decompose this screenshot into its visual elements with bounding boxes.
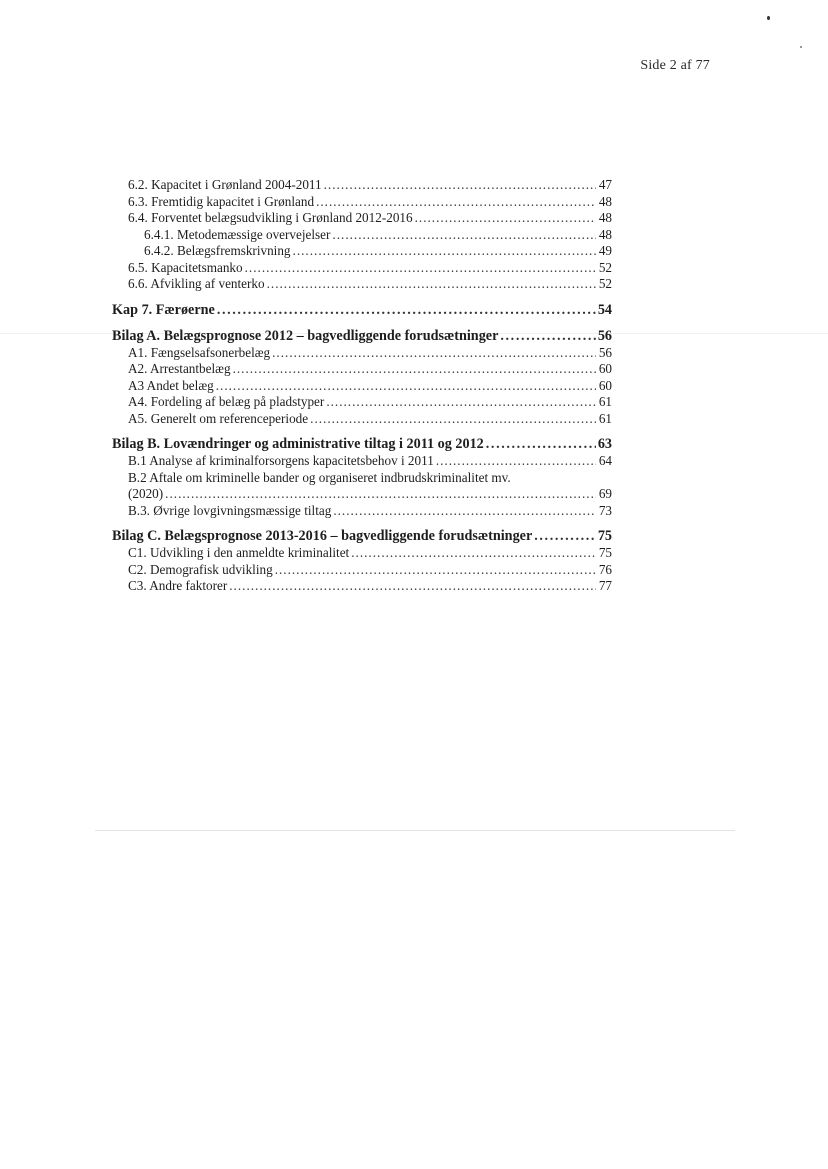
dot-leader	[233, 361, 596, 378]
toc-entry-title: 6.2. Kapacitet i Grønland 2004-2011	[128, 177, 322, 192]
toc-entry-title: 6.4.2. Belægsfremskrivning	[144, 243, 291, 258]
toc-entry-title: B.2 Aftale om kriminelle bander og organiseret indbrudskriminalitet mv.	[128, 469, 511, 485]
dot-leader	[436, 453, 596, 470]
dot-leader	[267, 276, 596, 293]
toc-entry-title: 6.5. Kapacitetsmanko	[128, 259, 243, 275]
toc-entry-wrapped-line[interactable]	[112, 470, 612, 487]
page-number-header: Side 2 af 77	[640, 58, 710, 73]
dot-leader	[333, 503, 596, 520]
toc-entry-title: Bilag C. Belægsprognose 2013-2016 – bagvedliggende forudsætninger	[112, 528, 533, 544]
toc-entry-title: A1. Fængselsafsonerbelæg	[128, 344, 271, 360]
toc-entry-page: 61	[598, 394, 612, 409]
toc-entry[interactable]	[112, 378, 612, 395]
toc-entry-page: 76	[598, 561, 612, 577]
dot-leader	[534, 527, 596, 545]
toc-entry[interactable]	[112, 503, 612, 520]
toc-entry-title: C1. Udvikling i den anmeldte kriminalitet	[128, 545, 350, 560]
dot-leader	[324, 177, 596, 194]
toc-chapter-entry[interactable]	[112, 327, 612, 345]
toc-entry[interactable]	[112, 361, 612, 378]
dot-leader	[326, 394, 596, 411]
toc-entry-page: 60	[598, 377, 612, 393]
dot-leader	[486, 435, 596, 453]
toc-entry-page: 49	[598, 243, 612, 258]
dot-leader	[272, 345, 596, 362]
toc-entry-title: Bilag B. Lovændringer og administrative tiltag i 2011 og 2012	[112, 436, 484, 452]
toc-entry-page: 52	[598, 259, 612, 275]
toc-entry-title: C3. Andre faktorer	[128, 578, 228, 593]
toc-entry-title: A5. Generelt om referenceperiode	[128, 410, 309, 426]
toc-chapter-entry[interactable]	[112, 527, 612, 545]
toc-entry-title: 6.6. Afvikling af venterko	[128, 276, 265, 291]
toc-entry-title: Bilag A. Belægsprognose 2012 – bagvedliggende forudsætninger	[112, 327, 499, 344]
toc-entry[interactable]	[112, 345, 612, 362]
toc-entry[interactable]	[112, 453, 612, 470]
toc-entry-page: 56	[597, 327, 612, 344]
toc-entry[interactable]	[112, 562, 612, 579]
toc-entry[interactable]	[112, 227, 612, 244]
toc-entry-title: 6.3. Fremtidig kapacitet i Grønland	[128, 193, 315, 209]
toc-entry-title: C2. Demografisk udvikling	[128, 561, 273, 577]
toc-entry[interactable]	[112, 194, 612, 211]
toc-entry-page: 77	[598, 578, 612, 593]
dot-leader	[332, 227, 596, 244]
toc-entry-page: 61	[598, 410, 612, 426]
toc-entry-title: B.3. Øvrige lovgivningsmæssige tiltag	[128, 502, 332, 518]
scan-speck	[767, 16, 770, 20]
toc-entry-page: 47	[598, 177, 612, 192]
toc-chapter-entry[interactable]	[112, 301, 612, 319]
toc-entry-page: 48	[598, 226, 612, 242]
toc-entry[interactable]	[112, 210, 612, 227]
toc-entry-page: 75	[598, 545, 612, 560]
toc-entry-title: A3 Andet belæg	[128, 377, 214, 393]
dot-leader	[351, 545, 596, 562]
toc-entry[interactable]	[112, 486, 612, 503]
toc-entry-page: 48	[598, 193, 612, 209]
toc-entry-page: 52	[598, 276, 612, 291]
toc-entry[interactable]	[112, 177, 612, 194]
toc-entry-page: 75	[597, 528, 612, 544]
toc-entry-title: 6.4. Forventet belægsudvikling i Grønland 2012-2016	[128, 210, 413, 225]
toc-entry-page: 69	[598, 486, 612, 501]
toc-entry-title: B.1 Analyse af kriminalforsorgens kapacitetsbehov i 2011	[128, 453, 434, 468]
toc-entry-page: 64	[598, 453, 612, 468]
dot-leader	[500, 327, 595, 345]
toc-entry-title: A2. Arrestantbelæg	[128, 361, 231, 376]
dot-leader	[216, 378, 596, 395]
toc-entry-page: 48	[598, 210, 612, 225]
dot-leader	[229, 578, 596, 595]
toc-entry-title-continued: (2020)	[128, 486, 164, 501]
dot-leader	[293, 243, 596, 260]
toc-entry-title: Kap 7. Færøerne	[112, 301, 215, 318]
toc-entry[interactable]	[112, 243, 612, 260]
toc-entry-page: 56	[598, 344, 612, 360]
dot-leader	[316, 194, 596, 211]
dot-leader	[310, 411, 596, 428]
toc-entry-page: 54	[597, 301, 612, 318]
toc-entry-page: 73	[598, 502, 612, 518]
toc-entry-title: A4. Fordeling af belæg på pladstyper	[128, 394, 325, 409]
toc-chapter-entry[interactable]	[112, 435, 612, 453]
toc-entry[interactable]	[112, 578, 612, 595]
toc-entry[interactable]	[112, 545, 612, 562]
toc-entry-title: 6.4.1. Metodemæssige overvejelser	[144, 226, 331, 242]
scan-artifact-line	[95, 830, 735, 831]
scan-speck	[800, 46, 802, 48]
toc-entry[interactable]	[112, 394, 612, 411]
dot-leader	[217, 301, 596, 319]
dot-leader	[245, 260, 596, 277]
dot-leader	[165, 486, 596, 503]
dot-leader	[275, 562, 596, 579]
dot-leader	[415, 210, 596, 227]
toc-entry-page: 63	[597, 436, 612, 452]
toc-entry[interactable]	[112, 411, 612, 428]
toc-entry-page: 60	[598, 361, 612, 376]
table-of-contents	[112, 177, 612, 595]
toc-entry[interactable]	[112, 276, 612, 293]
toc-entry[interactable]	[112, 260, 612, 277]
